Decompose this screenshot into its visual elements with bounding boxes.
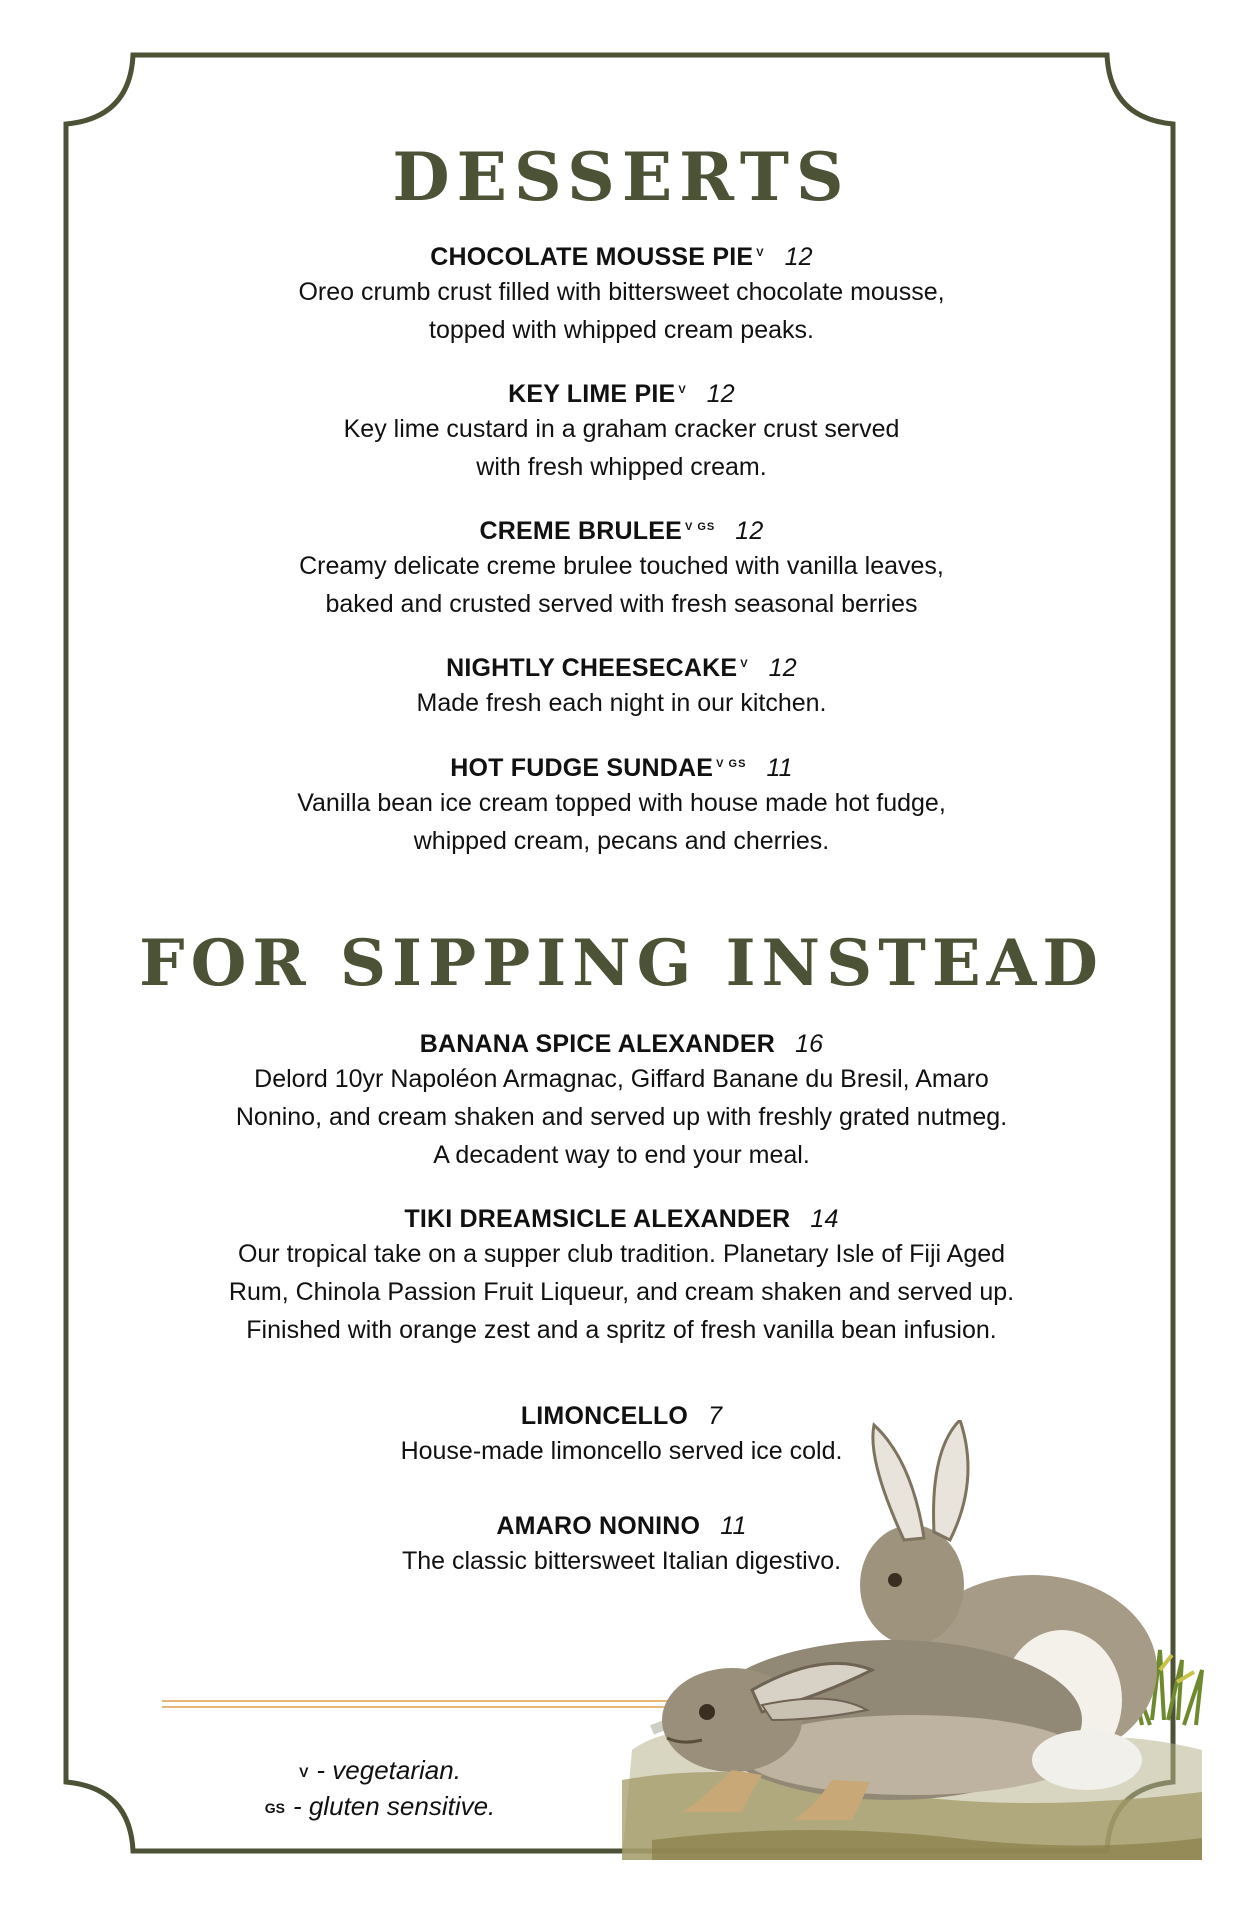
dietary-tags: V GS: [716, 758, 747, 770]
item-description: Creamy delicate creme brulee touched with vanilla leaves, baked and crusted served with fresh seasonal berries: [299, 552, 944, 618]
legend-vegetarian: [220, 1752, 540, 1790]
item-price: 12: [768, 654, 797, 682]
item-description: Our tropical take on a supper club tradition. Planetary Isle of Fiji Aged Rum, Chinola Passion Fruit Liqueur, and cream shaken and served up. Finished with orange zest and a spritz of fresh vanilla bean infusion.: [228, 1240, 1015, 1344]
legend-meaning: - gluten sensitive.: [292, 1791, 496, 1821]
item-description: House-made limoncello served ice cold.: [400, 1437, 843, 1465]
menu-item-chocolate-mousse-pie: [0, 237, 1243, 349]
item-price: 11: [720, 1512, 747, 1540]
item-description: Delord 10yr Napoléon Armagnac, Giffard Banane du Bresil, Amaro Nonino, and cream shaken and served up with freshly grated nutmeg. A decadent way to end your meal.: [235, 1065, 1008, 1169]
menu-item-hot-fudge-sundae: [0, 748, 1243, 860]
desserts-title: DESSERTS: [392, 138, 851, 216]
item-name: LIMONCELLO: [520, 1402, 689, 1430]
item-price: 16: [795, 1030, 824, 1058]
dietary-tags: V: [740, 658, 749, 670]
legend-key: GS: [264, 1800, 285, 1816]
dietary-tags: V: [678, 384, 687, 396]
menu-item-banana-spice-alexander: [0, 1028, 1243, 1174]
legend-key: V: [299, 1764, 309, 1780]
item-price: 12: [784, 243, 813, 271]
item-name: CHOCOLATE MOUSSE PIE: [430, 243, 754, 271]
item-description: Oreo crumb crust filled with bittersweet chocolate mousse, topped with whipped cream peaks.: [298, 278, 945, 344]
item-price: 12: [706, 380, 735, 408]
item-description: Made fresh each night in our kitchen.: [416, 689, 827, 717]
item-name: NIGHTLY CHEESECAKE: [446, 654, 738, 682]
rabbits-illustration: [612, 1420, 1212, 1860]
item-description: Key lime custard in a graham cracker crust served with fresh whipped cream.: [343, 415, 900, 481]
item-name: BANANA SPICE ALEXANDER: [419, 1030, 776, 1058]
item-name: TIKI DREAMSICLE ALEXANDER: [404, 1205, 791, 1233]
item-price: 7: [708, 1402, 723, 1430]
dietary-tags: V GS: [684, 521, 716, 533]
menu-item-creme-brulee: [0, 511, 1243, 623]
menu-item-nightly-cheesecake: [0, 648, 1243, 722]
item-description: The classic bittersweet Italian digestivo.: [401, 1547, 842, 1575]
dietary-tags: V: [756, 247, 765, 259]
legend-gluten-sensitive: [220, 1788, 540, 1826]
item-price: 11: [766, 754, 793, 782]
item-price: 12: [735, 517, 764, 545]
item-name: CREME BRULEE: [479, 517, 682, 545]
item-name: HOT FUDGE SUNDAE: [450, 754, 714, 782]
item-price: 14: [810, 1205, 839, 1233]
item-name: AMARO NONINO: [496, 1512, 701, 1540]
legend-meaning: - vegetarian.: [316, 1755, 461, 1785]
menu-item-tiki-dreamsicle-alexander: [0, 1203, 1243, 1349]
item-name: KEY LIME PIE: [508, 380, 676, 408]
sipping-title: FOR SIPPING INSTEAD: [139, 926, 1104, 1001]
menu-item-key-lime-pie: [0, 374, 1243, 486]
item-description: Vanilla bean ice cream topped with house made hot fudge, whipped cream, pecans and cherries.: [297, 789, 946, 855]
